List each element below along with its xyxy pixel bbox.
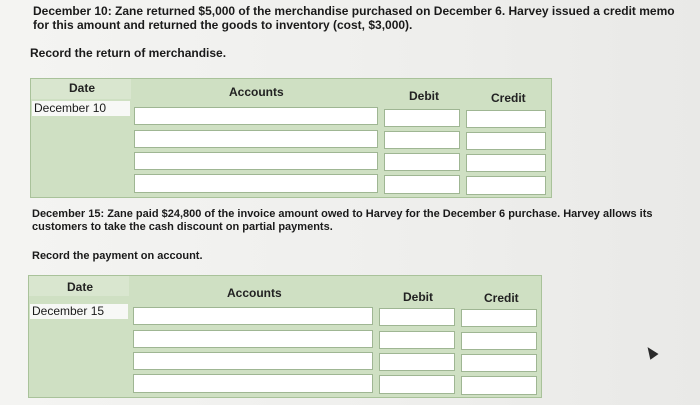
- debit-input-row3[interactable]: [379, 353, 455, 371]
- credit-input-row1[interactable]: [466, 110, 546, 128]
- debit-header: Debit: [403, 290, 433, 304]
- date-value: December 15: [30, 304, 128, 319]
- credit-input-row2[interactable]: [466, 132, 546, 150]
- debit-input-row4[interactable]: [379, 375, 455, 394]
- date-header: Date: [67, 280, 94, 294]
- date-value: December 10: [32, 101, 130, 116]
- mouse-cursor-icon: [643, 344, 658, 360]
- debit-input-row2[interactable]: [379, 331, 455, 349]
- journal-table-dec15: [28, 275, 542, 398]
- credit-input-row4[interactable]: [461, 376, 537, 395]
- debit-input-row2[interactable]: [384, 131, 460, 149]
- dec15-description: December 15: Zane paid $24,800 of the invoice amount owed to Harvey for the December 6 purchase. Harvey allows its customers to take the cash discount on partial payments.: [32, 208, 653, 233]
- credit-header: Credit: [491, 91, 526, 105]
- credit-input-row2[interactable]: [461, 332, 537, 350]
- credit-input-row4[interactable]: [466, 176, 546, 195]
- journal-table-dec10: [30, 78, 552, 198]
- account-input-row1[interactable]: [133, 307, 373, 325]
- account-input-row2[interactable]: [133, 330, 373, 348]
- debit-input-row3[interactable]: [384, 153, 460, 171]
- credit-input-row3[interactable]: [461, 354, 537, 372]
- account-input-row2[interactable]: [134, 130, 378, 148]
- debit-input-row1[interactable]: [384, 109, 460, 127]
- dec10-instruction: Record the return of merchandise.: [30, 46, 227, 60]
- account-input-row4[interactable]: [134, 174, 378, 193]
- debit-input-row1[interactable]: [379, 308, 455, 326]
- dec15-instruction: Record the payment on account.: [32, 250, 203, 262]
- account-input-row3[interactable]: [133, 352, 373, 370]
- accounts-header: Accounts: [229, 85, 284, 99]
- dec10-description: December 10: Zane returned $5,000 of the merchandise purchased on December 6. Harvey issued a credit memo for this amount and returned the goods to inventory (cost, $3,000).: [33, 4, 675, 32]
- accounts-header: Accounts: [227, 286, 282, 300]
- credit-input-row3[interactable]: [466, 154, 546, 172]
- account-input-row3[interactable]: [134, 152, 378, 170]
- date-header: Date: [69, 81, 96, 95]
- account-input-row1[interactable]: [134, 107, 378, 125]
- debit-input-row4[interactable]: [384, 175, 460, 194]
- credit-input-row1[interactable]: [461, 309, 537, 327]
- debit-header: Debit: [409, 89, 439, 103]
- account-input-row4[interactable]: [133, 374, 373, 393]
- credit-header: Credit: [484, 291, 519, 305]
